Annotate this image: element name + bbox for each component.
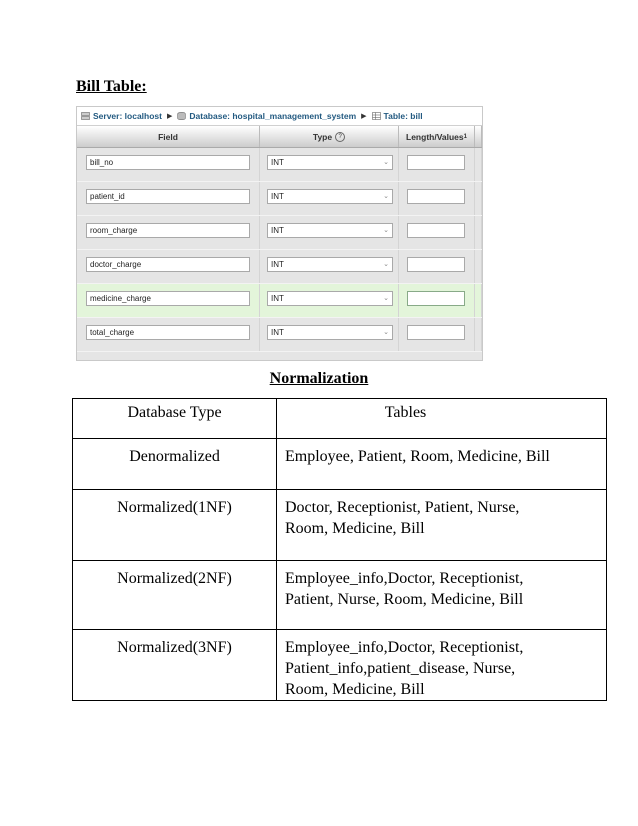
field-name-input[interactable]: doctor_charge bbox=[86, 257, 250, 272]
type-cell bbox=[260, 216, 399, 249]
tables-line: Employee, Patient, Room, Medicine, Bill bbox=[285, 448, 550, 465]
field-cell bbox=[77, 216, 260, 249]
type-value: INT bbox=[271, 158, 284, 167]
normalization-header-row bbox=[73, 399, 607, 439]
type-cell bbox=[260, 284, 399, 317]
normalization-row bbox=[73, 490, 607, 561]
chevron-down-icon: ⌄ bbox=[383, 295, 389, 302]
tables-line: Employee_info,Doctor, Receptionist, bbox=[285, 570, 524, 587]
chevron-down-icon: ⌄ bbox=[383, 261, 389, 268]
type-cell bbox=[260, 182, 399, 215]
tables-line: Room, Medicine, Bill bbox=[285, 681, 425, 698]
length-cell bbox=[399, 284, 475, 317]
extra-cell bbox=[475, 318, 482, 351]
type-cell bbox=[260, 148, 399, 181]
normalization-row bbox=[73, 561, 607, 630]
breadcrumb-database[interactable]: Database: hospital_management_system bbox=[189, 111, 357, 121]
type-value: INT bbox=[271, 294, 284, 303]
chevron-down-icon: ⌄ bbox=[383, 193, 389, 200]
server-icon bbox=[81, 112, 90, 120]
field-name-input[interactable]: medicine_charge bbox=[86, 291, 250, 306]
database-type-cell: Denormalized bbox=[73, 439, 277, 490]
extra-cell bbox=[475, 284, 482, 317]
bill-table-heading: Bill Table: bbox=[76, 78, 147, 95]
field-name-input[interactable]: total_charge bbox=[86, 325, 250, 340]
tables-line: Patient, Nurse, Room, Medicine, Bill bbox=[285, 591, 524, 608]
field-cell bbox=[77, 284, 260, 317]
tables-cell bbox=[277, 630, 607, 701]
type-value: INT bbox=[271, 226, 284, 235]
field-name-input[interactable]: bill_no bbox=[86, 155, 250, 170]
field-row bbox=[77, 250, 482, 284]
length-values-input[interactable] bbox=[407, 223, 465, 238]
type-cell bbox=[260, 250, 399, 283]
table-icon bbox=[372, 112, 381, 120]
chevron-right-icon: ▶ bbox=[361, 113, 367, 120]
tables-line: Room, Medicine, Bill bbox=[285, 520, 425, 537]
extra-column-header bbox=[475, 126, 482, 147]
help-icon[interactable]: ? bbox=[335, 132, 345, 142]
field-row bbox=[77, 284, 482, 318]
type-select[interactable] bbox=[267, 291, 393, 306]
tables-line: Doctor, Receptionist, Patient, Nurse, bbox=[285, 499, 520, 516]
type-select[interactable] bbox=[267, 325, 393, 340]
breadcrumb-server[interactable]: Server: localhost bbox=[93, 111, 162, 121]
length-cell bbox=[399, 148, 475, 181]
field-cell bbox=[77, 148, 260, 181]
length-cell bbox=[399, 250, 475, 283]
phpmyadmin-screenshot bbox=[76, 106, 483, 361]
length-column-header bbox=[399, 126, 475, 147]
tables-cell bbox=[277, 561, 607, 630]
chevron-right-icon: ▶ bbox=[166, 113, 173, 120]
length-values-input[interactable] bbox=[407, 189, 465, 204]
length-values-input[interactable] bbox=[407, 155, 465, 170]
length-footnote-marker: 1 bbox=[463, 133, 467, 140]
type-value: INT bbox=[271, 260, 284, 269]
normalization-heading bbox=[0, 370, 638, 388]
length-values-input[interactable] bbox=[407, 291, 465, 306]
field-name-input[interactable]: patient_id bbox=[86, 189, 250, 204]
extra-cell bbox=[475, 250, 482, 283]
extra-cell bbox=[475, 216, 482, 249]
type-cell bbox=[260, 318, 399, 351]
type-select[interactable] bbox=[267, 223, 393, 238]
type-select[interactable] bbox=[267, 189, 393, 204]
breadcrumb bbox=[77, 107, 482, 126]
type-value: INT bbox=[271, 192, 284, 201]
length-cell bbox=[399, 318, 475, 351]
field-row bbox=[77, 182, 482, 216]
tables-cell bbox=[277, 439, 607, 490]
type-value: INT bbox=[271, 328, 284, 337]
column-header-row bbox=[77, 126, 482, 148]
type-column-header bbox=[260, 126, 399, 147]
database-type-header: Database Type bbox=[73, 399, 277, 439]
type-select[interactable] bbox=[267, 257, 393, 272]
chevron-down-icon: ⌄ bbox=[383, 159, 389, 166]
length-values-input[interactable] bbox=[407, 257, 465, 272]
normalization-row bbox=[73, 439, 607, 490]
field-column-header bbox=[77, 126, 260, 147]
normalization-title: Normalization bbox=[269, 370, 369, 387]
normalization-row bbox=[73, 630, 607, 701]
chevron-down-icon: ⌄ bbox=[383, 329, 389, 336]
field-header-label: Field bbox=[158, 131, 178, 142]
chevron-down-icon: ⌄ bbox=[383, 227, 389, 234]
field-rows bbox=[77, 148, 482, 352]
type-header-label: Type bbox=[312, 131, 333, 142]
database-type-cell: Normalized(3NF) bbox=[73, 630, 277, 701]
field-row bbox=[77, 148, 482, 182]
tables-line: Patient_info,patient_disease, Nurse, bbox=[285, 660, 516, 677]
length-values-input[interactable] bbox=[407, 325, 465, 340]
field-cell bbox=[77, 182, 260, 215]
type-select[interactable] bbox=[267, 155, 393, 170]
breadcrumb-table[interactable]: Table: bill bbox=[383, 111, 423, 121]
field-cell bbox=[77, 318, 260, 351]
tables-header: Tables bbox=[277, 399, 607, 439]
field-row bbox=[77, 216, 482, 250]
length-cell bbox=[399, 216, 475, 249]
tables-line: Employee_info,Doctor, Receptionist, bbox=[285, 639, 524, 656]
length-cell bbox=[399, 182, 475, 215]
tables-cell bbox=[277, 490, 607, 561]
field-name-input[interactable]: room_charge bbox=[86, 223, 250, 238]
extra-cell bbox=[475, 182, 482, 215]
field-row bbox=[77, 318, 482, 352]
database-type-cell: Normalized(2NF) bbox=[73, 561, 277, 630]
field-cell bbox=[77, 250, 260, 283]
length-header-label: Length/Values bbox=[406, 131, 464, 142]
database-type-cell: Normalized(1NF) bbox=[73, 490, 277, 561]
extra-cell bbox=[475, 148, 482, 181]
database-icon bbox=[177, 112, 186, 120]
normalization-table bbox=[72, 398, 607, 701]
